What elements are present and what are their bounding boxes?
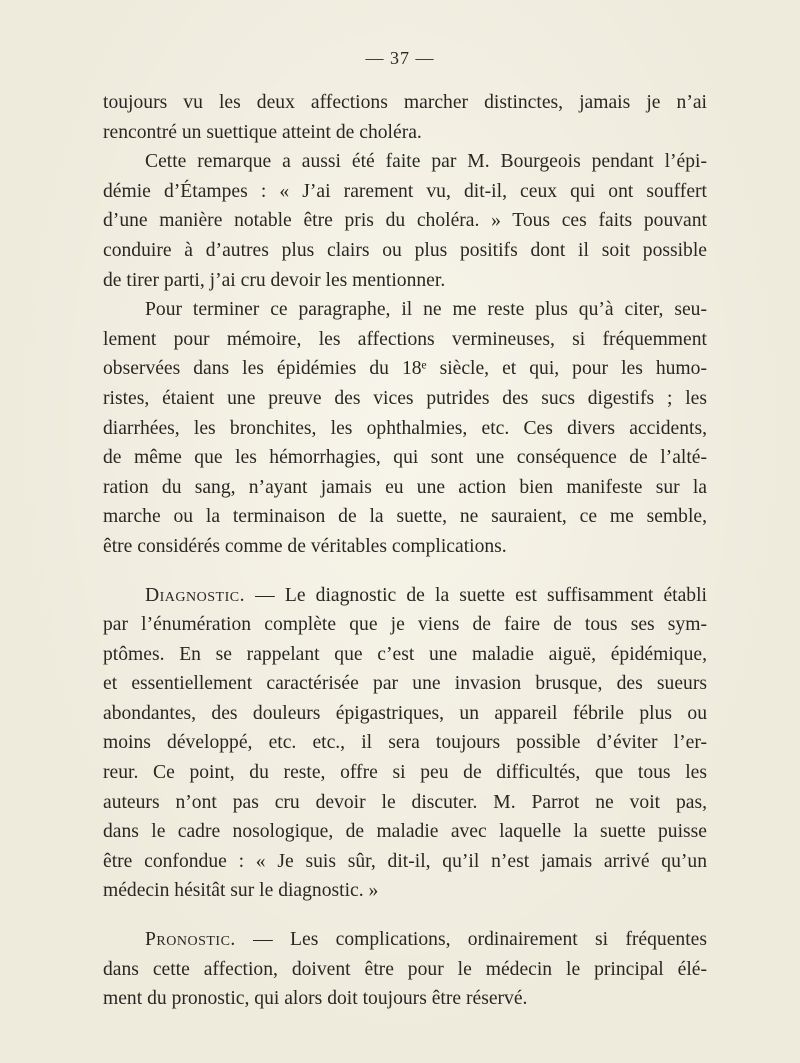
section-pronostic <box>103 925 707 1014</box>
section-gap <box>103 562 707 581</box>
section-gap <box>103 906 707 925</box>
text-line: par l’énumération complète que je viens de faire de tous ses sym- <box>103 614 707 636</box>
paragraph-cholera-note <box>103 88 707 147</box>
text-line: médecin hésitât sur le diagnostic. » <box>103 880 379 902</box>
text-line: démie d’Étampes : « J’ai rarement vu, dit-il, ceux qui ont souffert <box>103 180 707 202</box>
text-line: lement pour mémoire, les affections vermineuses, si fréquemment <box>103 328 707 350</box>
text-line: moins développé, etc. etc., il sera toujours possible d’éviter l’er- <box>103 732 707 754</box>
text-line: dans le cadre nosologique, de maladie avec laquelle la suette puisse <box>103 821 707 843</box>
text-line: reur. Ce point, du reste, offre si peu de difficultés, que tous les <box>103 762 707 784</box>
text-line: être confondue : « Je suis sûr, dit-il, qu’il n’est jamais arrivé qu’un <box>103 850 707 872</box>
text-run: — Les complications, ordinairement si fréquentes <box>235 929 707 951</box>
paragraph-complications <box>103 295 707 561</box>
text-line <box>103 925 707 955</box>
text-line: observées dans les épidémies du 18ᵉ siècle, et qui, pour les humo- <box>103 358 707 380</box>
text-line: abondantes, des douleurs épigastriques, un appareil fébrile plus ou <box>103 702 707 724</box>
text-line: de même que les hémorrhagies, qui sont une conséquence de l’alté- <box>103 447 707 469</box>
text-line: Pour terminer ce paragraphe, il ne me reste plus qu’à citer, seu- <box>145 299 707 321</box>
section-diagnostic <box>103 581 707 907</box>
text-line: ration du sang, n’ayant jamais eu une action bien manifeste sur la <box>103 476 707 498</box>
text-line: dans cette affection, doivent être pour le médecin le principal élé- <box>103 958 707 980</box>
section-heading-pronostic: Pronostic. <box>145 929 236 951</box>
text-line: auteurs n’ont pas cru devoir le discuter. M. Parrot ne voit pas, <box>103 791 707 813</box>
page-body <box>103 88 707 1014</box>
text-line: ristes, étaient une preuve des vices putrides des sucs digestifs ; les <box>103 387 707 409</box>
text-run: — Le diagnostic de la suette est suffisamment établi <box>245 584 707 606</box>
text-line: de tirer parti, j’ai cru devoir les mentionner. <box>103 269 446 291</box>
text-line: rencontré un suettique atteint de choléra. <box>103 121 422 143</box>
text-line: et essentiellement caractérisée par une invasion brusque, des sueurs <box>103 673 707 695</box>
text-line: être considérés comme de véritables complications. <box>103 535 507 557</box>
text-line: marche ou la terminaison de la suette, ne sauraient, ce me semble, <box>103 506 707 528</box>
text-line: d’une manière notable être pris du choléra. » Tous ces faits pouvant <box>103 210 707 232</box>
text-line <box>103 581 707 611</box>
page-number: — 37 — <box>365 48 435 68</box>
text-line: ptômes. En se rappelant que c’est une maladie aiguë, épidémique, <box>103 643 707 665</box>
paragraph-bourgeois-remark <box>103 147 707 295</box>
text-line: ment du pronostic, qui alors doit toujours être réservé. <box>103 988 528 1010</box>
text-line: conduire à d’autres plus clairs ou plus positifs dont il soit possible <box>103 239 707 261</box>
text-line: Cette remarque a aussi été faite par M. Bourgeois pendant l’épi- <box>145 151 707 173</box>
text-line: diarrhées, les bronchites, les ophthalmies, etc. Ces divers accidents, <box>103 417 707 439</box>
section-heading-diagnostic: Diagnostic. <box>145 584 245 606</box>
text-line: toujours vu les deux affections marcher distinctes, jamais je n’ai <box>103 92 707 113</box>
